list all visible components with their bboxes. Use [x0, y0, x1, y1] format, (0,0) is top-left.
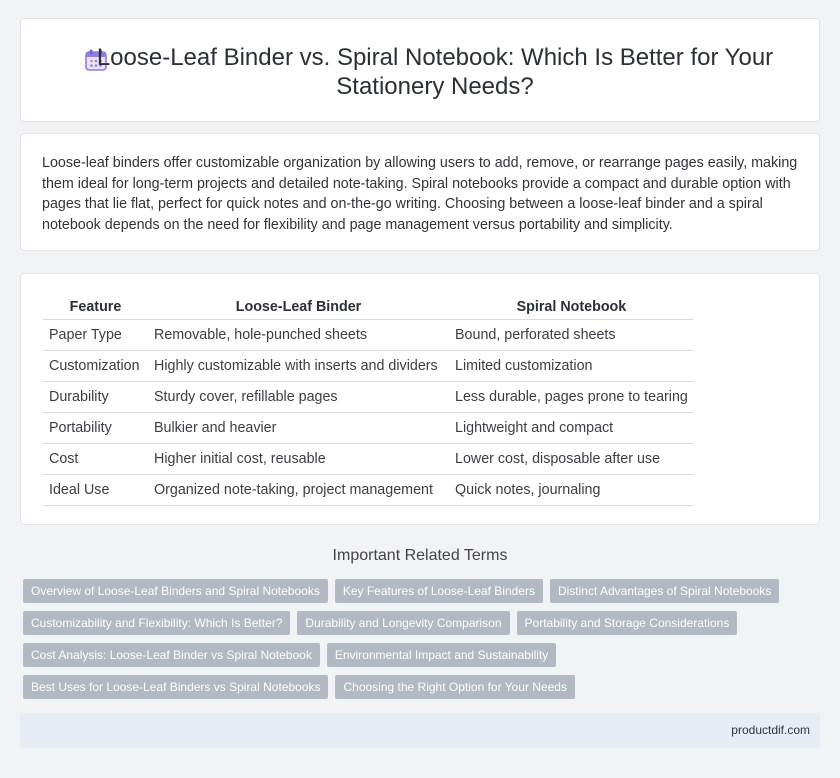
binder-cell: Organized note-taking, project management	[148, 474, 449, 505]
table-row	[43, 381, 694, 412]
binder-cell: Highly customizable with inserts and dividers	[148, 350, 449, 381]
table-row	[43, 443, 694, 474]
feature-cell: Durability	[43, 381, 148, 412]
related-term-link[interactable]: Durability and Longevity Comparison	[297, 611, 509, 635]
table-row	[43, 350, 694, 381]
tag-row	[23, 579, 813, 603]
comparison-table	[43, 294, 694, 506]
comparison-card	[20, 273, 820, 525]
notebook-cell: Lightweight and compact	[449, 412, 694, 443]
column-header-loose-leaf: Loose-Leaf Binder	[148, 294, 449, 319]
page-title: Loose-Leaf Binder vs. Spiral Notebook: Which Is Better for Your Stationery Needs?	[96, 44, 774, 100]
related-term-link[interactable]: Choosing the Right Option for Your Needs	[335, 675, 574, 699]
binder-cell: Removable, hole-punched sheets	[148, 319, 449, 350]
column-header-spiral: Spiral Notebook	[449, 294, 694, 319]
notebook-cell: Limited customization	[449, 350, 694, 381]
feature-cell: Paper Type	[43, 319, 148, 350]
header-card	[20, 18, 820, 122]
tag-row	[23, 675, 813, 699]
related-term-link[interactable]: Cost Analysis: Loose-Leaf Binder vs Spiral Notebook	[23, 643, 320, 667]
notebook-cell: Quick notes, journaling	[449, 474, 694, 505]
tag-row	[23, 643, 813, 667]
binder-cell: Sturdy cover, refillable pages	[148, 381, 449, 412]
notebook-cell: Bound, perforated sheets	[449, 319, 694, 350]
related-term-link[interactable]: Best Uses for Loose-Leaf Binders vs Spiral Notebooks	[23, 675, 328, 699]
feature-cell: Customization	[43, 350, 148, 381]
related-term-link[interactable]: Key Features of Loose-Leaf Binders	[335, 579, 543, 603]
column-header-feature: Feature	[43, 294, 148, 319]
related-term-link[interactable]: Environmental Impact and Sustainability	[327, 643, 556, 667]
intro-card	[20, 133, 820, 251]
notebook-cell: Less durable, pages prone to tearing	[449, 381, 694, 412]
binder-cell: Higher initial cost, reusable	[148, 443, 449, 474]
related-term-link[interactable]: Distinct Advantages of Spiral Notebooks	[550, 579, 779, 603]
tag-row	[23, 611, 813, 635]
feature-cell: Ideal Use	[43, 474, 148, 505]
table-row	[43, 412, 694, 443]
footer-site-link[interactable]: productdif.com	[731, 723, 810, 737]
binder-cell: Bulkier and heavier	[148, 412, 449, 443]
related-term-link[interactable]: Customizability and Flexibility: Which Is Better?	[23, 611, 290, 635]
notebook-cell: Lower cost, disposable after use	[449, 443, 694, 474]
related-term-link[interactable]: Portability and Storage Considerations	[517, 611, 738, 635]
feature-cell: Cost	[43, 443, 148, 474]
intro-paragraph: Loose-leaf binders offer customizable organization by allowing users to add, remove, or rearrange pages easily, making them ideal for long-term projects and detailed note-taking. Spiral notebooks provide a compact and durable option with pages that lie flat, perfect for quick notes and on-the-go writing. Choosing between a loose-leaf binder and a spiral notebook depends on the need for flexibility and page management versus portability and simplicity.	[42, 155, 798, 233]
footer	[20, 713, 820, 748]
table-header-row	[43, 294, 694, 319]
table-row	[43, 319, 694, 350]
feature-cell: Portability	[43, 412, 148, 443]
table-row	[43, 474, 694, 505]
related-terms-heading: Important Related Terms	[332, 547, 508, 564]
related-terms-list	[23, 579, 813, 707]
related-term-link[interactable]: Overview of Loose-Leaf Binders and Spiral Notebooks	[23, 579, 328, 603]
